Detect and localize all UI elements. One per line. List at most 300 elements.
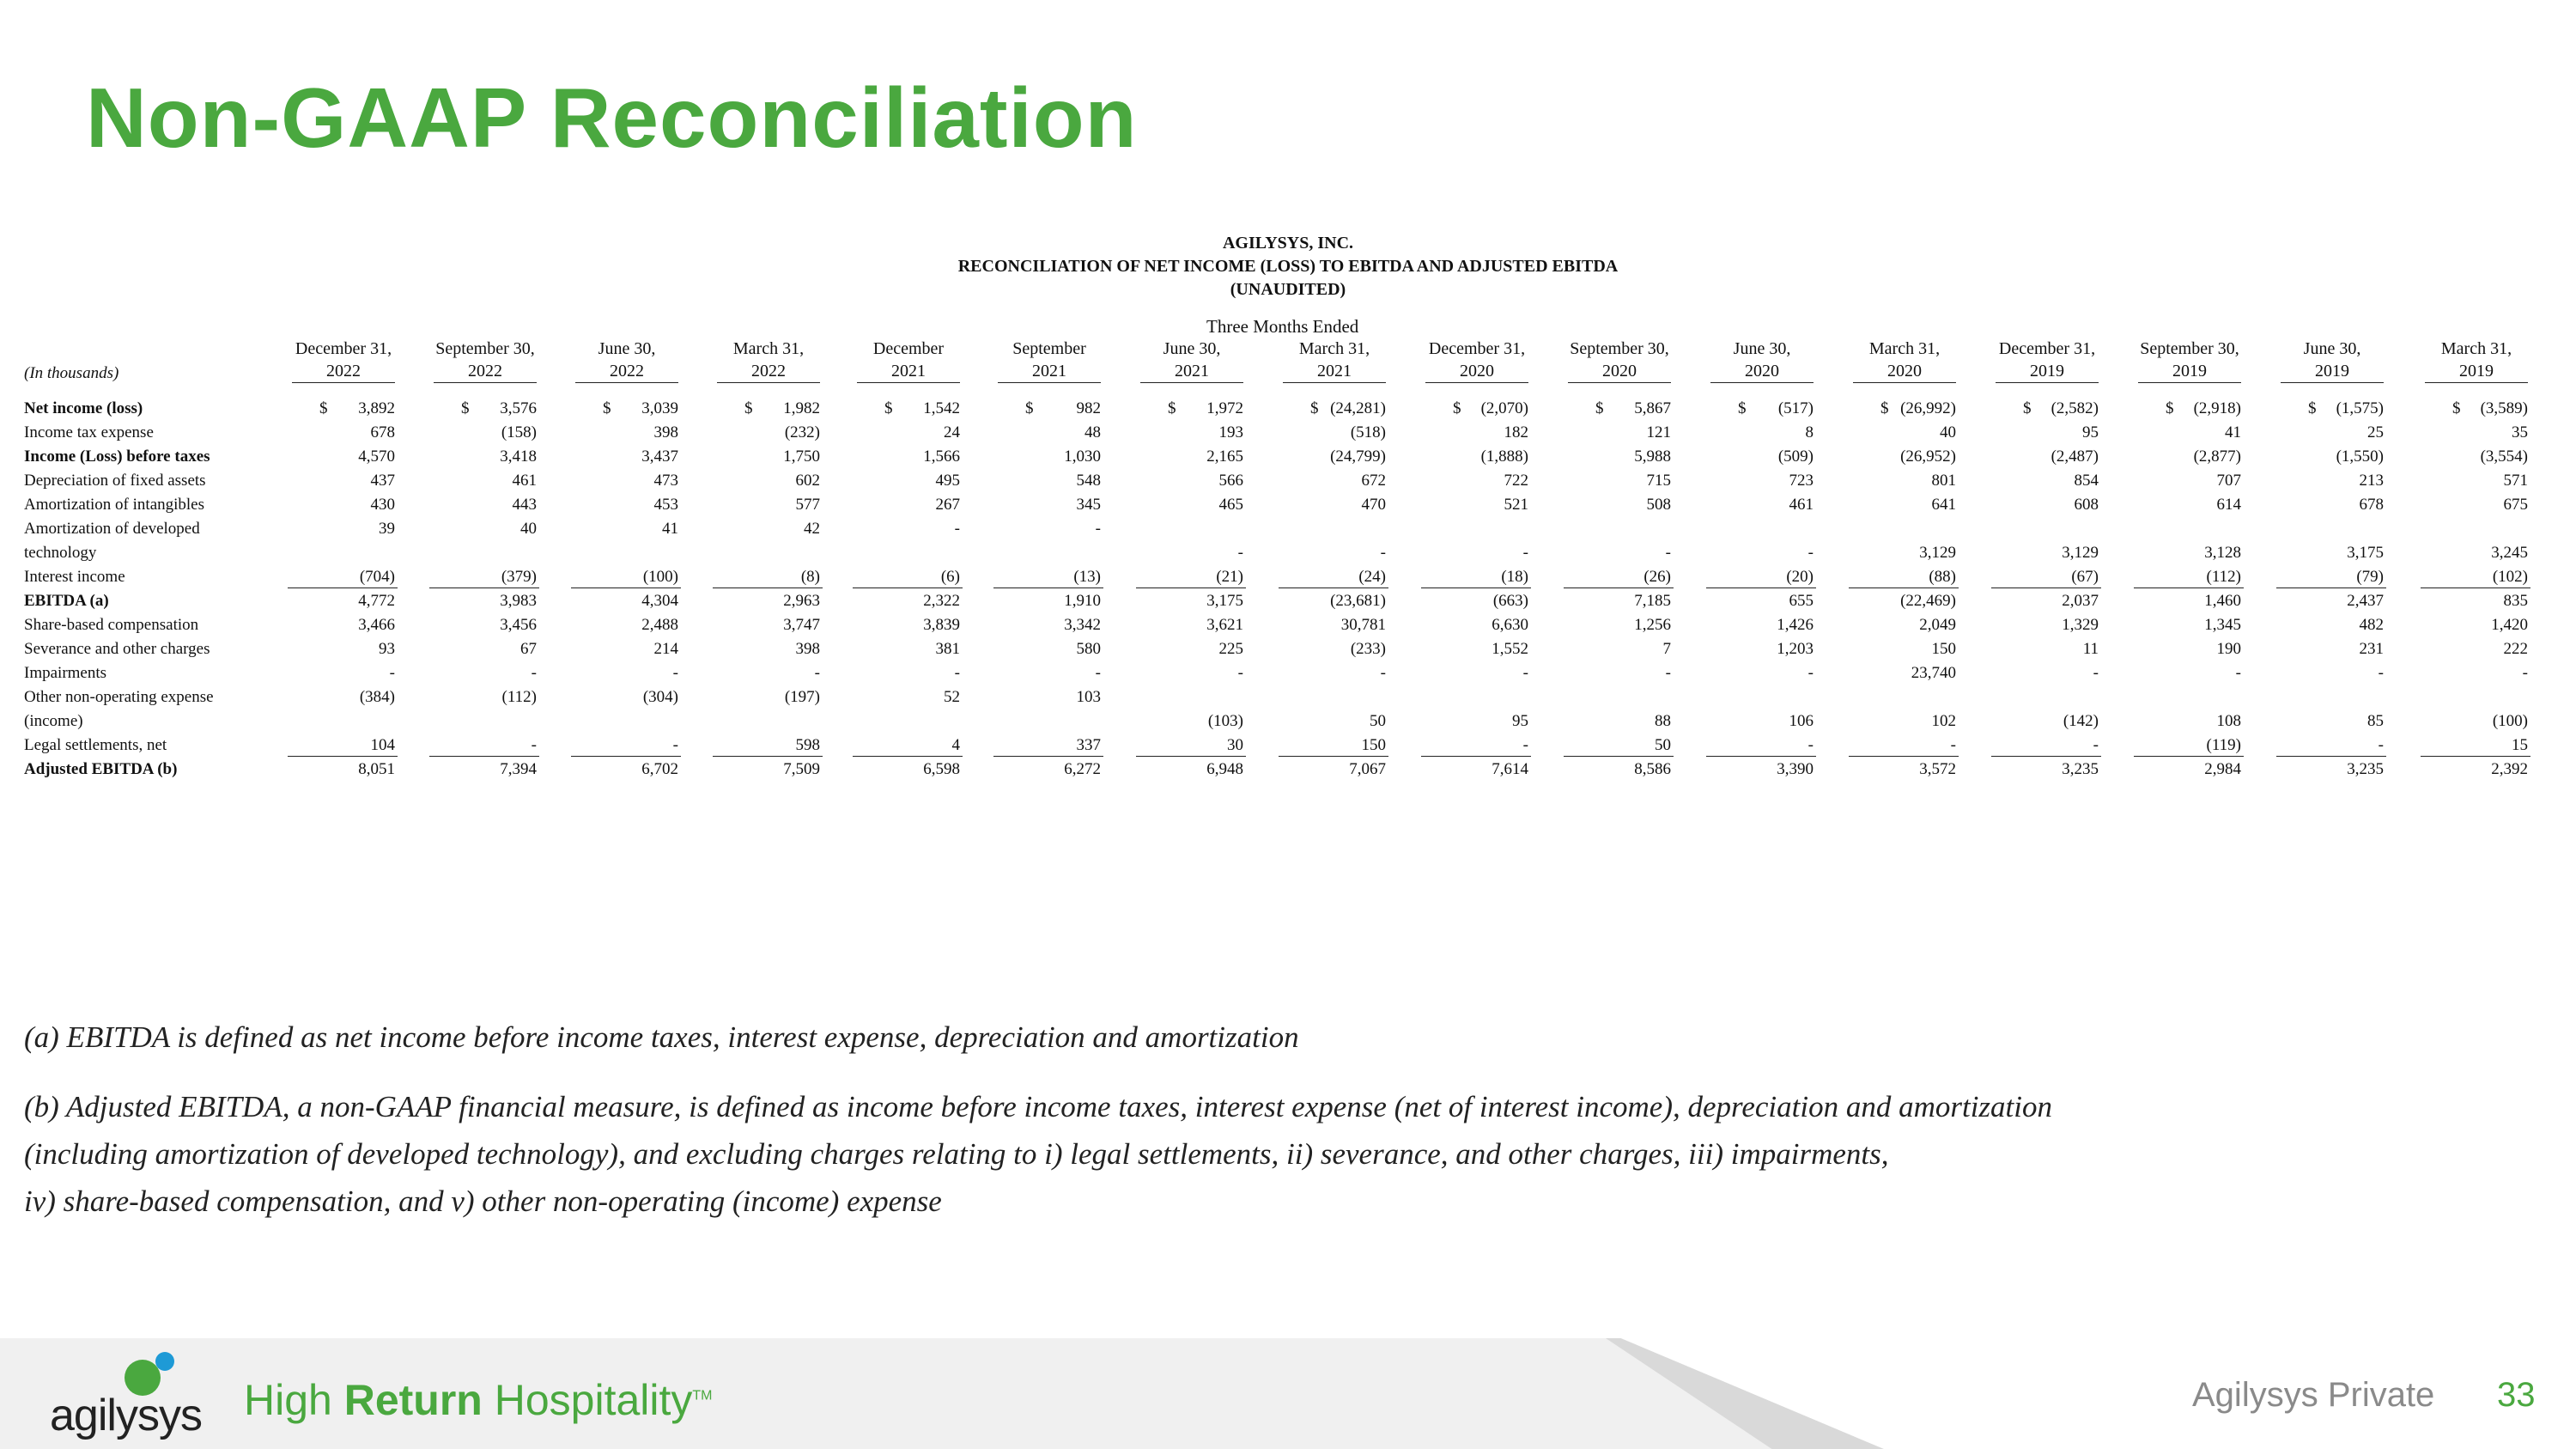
table-cell: 182	[1504, 423, 1528, 441]
table-cell: 7,614	[1492, 760, 1528, 778]
table-cell: (1,888)	[1480, 447, 1528, 466]
unaudited-label: (UNAUDITED)	[1230, 280, 1346, 299]
table-cell: -	[1665, 544, 1671, 562]
table-cell: 508	[1646, 496, 1671, 514]
table-cell: 1,750	[783, 447, 820, 466]
column-header-period: March 31,	[2440, 339, 2512, 358]
table-cell: 982	[1076, 399, 1101, 417]
column-header	[704, 338, 833, 383]
table-cell: 23,740	[1911, 664, 1956, 682]
table-cell: 4	[951, 736, 960, 754]
table-cell: 41	[662, 520, 678, 538]
table-cell: 6,272	[1064, 760, 1101, 778]
table-cell: -	[1807, 736, 1814, 754]
column-header-period: June 30,	[598, 339, 656, 358]
table-cell: 6,630	[1492, 616, 1528, 634]
table-cell: (663)	[1492, 592, 1528, 610]
table-cell: 3,839	[923, 616, 960, 634]
table-cell: (1,575)	[2336, 399, 2384, 417]
table-cell: 3,418	[500, 447, 537, 466]
currency-symbol: $	[884, 399, 893, 417]
table-cell: 1,345	[2204, 616, 2241, 634]
currency-symbol: $	[2023, 399, 2032, 417]
table-cell: (384)	[359, 688, 395, 706]
row-label: Income tax expense	[24, 423, 154, 441]
table-cell: 521	[1504, 496, 1528, 514]
table-cell: 3,235	[2347, 760, 2384, 778]
table-cell: 2,984	[2204, 760, 2241, 778]
table-cell: 106	[1789, 712, 1814, 730]
table-cell: 48	[1084, 423, 1101, 441]
table-cell: 1,426	[1777, 616, 1814, 634]
column-header-year: 2021	[1140, 360, 1243, 383]
company-name: AGILYSYS, INC.	[1222, 234, 1354, 253]
subtotal-rule	[1279, 756, 1388, 757]
row-label: Share-based compensation	[24, 616, 199, 634]
table-cell: 722	[1504, 472, 1528, 490]
currency-symbol: $	[1168, 399, 1176, 417]
table-cell: 3,129	[2062, 544, 2099, 562]
table-cell: 835	[2503, 592, 2528, 610]
table-cell: 3,039	[641, 399, 678, 417]
column-header-year: 2019	[2281, 360, 2384, 383]
table-cell: (2,487)	[2050, 447, 2099, 466]
table-cell: (88)	[1929, 568, 1956, 586]
table-cell: (158)	[501, 423, 537, 441]
column-header-year: 2022	[575, 360, 678, 383]
row-label: Amortization of intangibles	[24, 496, 205, 514]
table-cell: (2,070)	[1480, 399, 1528, 417]
table-cell: (67)	[2071, 568, 2099, 586]
table-cell: (142)	[2063, 712, 2099, 730]
column-header	[1270, 338, 1399, 383]
table-cell: 214	[653, 640, 678, 658]
table-cell: 1,420	[2491, 616, 2528, 634]
column-header-year: 2019	[1996, 360, 2099, 383]
table-cell: 1,542	[923, 399, 960, 417]
column-header	[1413, 338, 1541, 383]
column-header-period: June 30,	[1733, 339, 1791, 358]
table-cell: 3,245	[2491, 544, 2528, 562]
row-label: Amortization of developed	[24, 520, 200, 538]
table-cell: -	[1237, 544, 1243, 562]
table-cell: 3,892	[358, 399, 395, 417]
table-cell: 577	[795, 496, 820, 514]
table-cell: 95	[2082, 423, 2099, 441]
subtotal-rule	[2134, 756, 2244, 757]
table-cell: 345	[1076, 496, 1101, 514]
table-cell: 6,702	[641, 760, 678, 778]
table-cell: 5,867	[1634, 399, 1671, 417]
column-header	[985, 338, 1114, 383]
currency-symbol: $	[744, 399, 753, 417]
table-cell: 3,175	[1206, 592, 1243, 610]
table-cell: 608	[2074, 496, 2099, 514]
subtotal-rule	[2421, 756, 2530, 757]
subtotal-rule	[993, 756, 1103, 757]
footnote-a: (a) EBITDA is defined as net income before income taxes, interest expense, depreciation and amortization	[24, 1020, 1299, 1054]
table-cell: 678	[2359, 496, 2384, 514]
subtotal-rule	[1421, 756, 1531, 757]
table-cell: 495	[935, 472, 960, 490]
column-header-period: December	[872, 339, 945, 358]
column-header-period: September 30,	[435, 339, 535, 358]
table-cell: 598	[795, 736, 820, 754]
footnote-b-line3: iv) share-based compensation, and v) other non-operating (income) expense	[24, 1184, 942, 1218]
table-cell: (1,550)	[2336, 447, 2384, 466]
page-title: Non-GAAP Reconciliation	[86, 70, 1138, 165]
table-cell: 6,948	[1206, 760, 1243, 778]
table-cell: 4,304	[641, 592, 678, 610]
table-cell: (112)	[2206, 568, 2241, 586]
table-cell: 453	[653, 496, 678, 514]
table-cell: 7,185	[1634, 592, 1671, 610]
table-cell: 2,437	[2347, 592, 2384, 610]
table-cell: 3,747	[783, 616, 820, 634]
table-cell: 30,781	[1340, 616, 1386, 634]
table-cell: (233)	[1350, 640, 1386, 658]
table-cell: -	[531, 664, 537, 682]
table-cell: (26,952)	[1900, 447, 1956, 466]
table-cell: 35	[2512, 423, 2528, 441]
column-header-year: 2020	[1568, 360, 1671, 383]
table-cell: (119)	[2206, 736, 2241, 754]
table-cell: 3,175	[2347, 544, 2384, 562]
table-cell: (518)	[1350, 423, 1386, 441]
currency-symbol: $	[1880, 399, 1889, 417]
table-cell: -	[1522, 736, 1528, 754]
table-cell: 2,049	[1919, 616, 1956, 634]
table-cell: 398	[653, 423, 678, 441]
table-cell: 4,772	[358, 592, 395, 610]
table-cell: 190	[2216, 640, 2241, 658]
table-cell: -	[1380, 664, 1386, 682]
currency-symbol: $	[1025, 399, 1034, 417]
row-label: Income (Loss) before taxes	[24, 447, 210, 466]
column-header	[1840, 338, 1969, 383]
table-cell: 108	[2216, 712, 2241, 730]
subtotal-rule	[571, 756, 681, 757]
table-cell: -	[389, 664, 395, 682]
table-cell: 602	[795, 472, 820, 490]
table-cell: 672	[1361, 472, 1386, 490]
table-cell: -	[1237, 664, 1243, 682]
table-cell: 3,576	[500, 399, 537, 417]
table-cell: 40	[520, 520, 537, 538]
table-cell: -	[1807, 664, 1814, 682]
table-cell: (26,992)	[1900, 399, 1956, 417]
column-header-period: December 31,	[295, 339, 392, 358]
table-cell: (22,469)	[1900, 592, 1956, 610]
table-cell: 715	[1646, 472, 1671, 490]
column-header	[1983, 338, 2111, 383]
table-cell: 102	[1931, 712, 1956, 730]
table-cell: (2,582)	[2050, 399, 2099, 417]
table-cell: 121	[1646, 423, 1671, 441]
column-header-year: 2020	[1425, 360, 1528, 383]
table-cell: -	[954, 664, 960, 682]
table-cell: 437	[370, 472, 395, 490]
table-cell: 7,394	[500, 760, 537, 778]
classification-label: Agilysys Private	[2192, 1376, 2435, 1414]
table-cell: 7,509	[783, 760, 820, 778]
table-cell: 193	[1218, 423, 1243, 441]
table-cell: 2,322	[923, 592, 960, 610]
table-cell: 2,488	[641, 616, 678, 634]
table-cell: (100)	[2492, 712, 2528, 730]
table-cell: 675	[2503, 496, 2528, 514]
table-cell: 3,129	[1919, 544, 1956, 562]
column-header	[1555, 338, 1684, 383]
column-header	[844, 338, 973, 383]
table-cell: 11	[2082, 640, 2099, 658]
table-cell: (23,681)	[1330, 592, 1386, 610]
currency-symbol: $	[1738, 399, 1747, 417]
table-cell: (100)	[642, 568, 678, 586]
table-cell: 1,460	[2204, 592, 2241, 610]
table-cell: (704)	[359, 568, 395, 586]
column-header	[279, 338, 408, 383]
table-cell: 2,963	[783, 592, 820, 610]
column-header-year: 2022	[434, 360, 537, 383]
table-cell: (2,877)	[2193, 447, 2241, 466]
column-header-period: December 31,	[1998, 339, 2096, 358]
table-cell: 430	[370, 496, 395, 514]
table-cell: 1,552	[1492, 640, 1528, 658]
table-cell: 3,342	[1064, 616, 1101, 634]
table-cell: (304)	[642, 688, 678, 706]
currency-symbol: $	[1453, 399, 1461, 417]
row-label: Legal settlements, net	[24, 736, 167, 754]
row-label-continued: technology	[24, 544, 97, 562]
table-cell: -	[1380, 544, 1386, 562]
table-cell: -	[2093, 736, 2099, 754]
table-cell: -	[1095, 664, 1101, 682]
subtotal-rule	[713, 756, 823, 757]
column-header-year: 2019	[2425, 360, 2528, 383]
table-cell: -	[672, 736, 678, 754]
table-cell: 8,586	[1634, 760, 1671, 778]
table-cell: 548	[1076, 472, 1101, 490]
table-cell: 41	[2225, 423, 2241, 441]
table-cell: 1,256	[1634, 616, 1671, 634]
column-header-period: September 30,	[1570, 339, 1669, 358]
column-header	[421, 338, 550, 383]
table-cell: 7	[1662, 640, 1671, 658]
table-cell: 470	[1361, 496, 1386, 514]
table-cell: (517)	[1777, 399, 1814, 417]
table-cell: 1,982	[783, 399, 820, 417]
subtotal-rule	[1849, 756, 1959, 757]
table-cell: 473	[653, 472, 678, 490]
table-cell: 25	[2367, 423, 2384, 441]
table-cell: 1,910	[1064, 592, 1101, 610]
subtotal-rule	[1991, 756, 2101, 757]
column-header	[562, 338, 691, 383]
table-cell: 15	[2512, 736, 2528, 754]
table-cell: -	[531, 736, 537, 754]
table-cell: (13)	[1073, 568, 1101, 586]
table-cell: (24,799)	[1330, 447, 1386, 466]
table-cell: (26)	[1643, 568, 1671, 586]
row-label: Depreciation of fixed assets	[24, 472, 206, 490]
subtotal-rule	[2276, 756, 2386, 757]
table-cell: 2,392	[2491, 760, 2528, 778]
subtotal-rule	[1136, 756, 1246, 757]
table-cell: 641	[1931, 496, 1956, 514]
table-cell: 2,165	[1206, 447, 1243, 466]
table-cell: 1,030	[1064, 447, 1101, 466]
table-cell: -	[2378, 664, 2384, 682]
currency-symbol: $	[461, 399, 470, 417]
column-header	[2412, 338, 2541, 383]
subtotal-rule	[1564, 756, 1674, 757]
table-cell: 3,235	[2062, 760, 2099, 778]
column-header-period: September 30,	[2140, 339, 2239, 358]
table-cell: (509)	[1777, 447, 1814, 466]
column-header-period: June 30,	[2303, 339, 2361, 358]
table-heading: RECONCILIATION OF NET INCOME (LOSS) TO EBITDA AND ADJUSTED EBITDA	[957, 257, 1619, 276]
column-header-period: December 31,	[1428, 339, 1526, 358]
table-cell: 231	[2359, 640, 2384, 658]
footnote-b-line1: (b) Adjusted EBITDA, a non-GAAP financial measure, is defined as income before income taxes, interest expense (net of interest income), depreciation and amortization	[24, 1090, 2053, 1123]
row-label: Severance and other charges	[24, 640, 210, 658]
table-cell: 213	[2359, 472, 2384, 490]
table-cell: 1,203	[1777, 640, 1814, 658]
period-caption: Three Months Ended	[1206, 316, 1359, 337]
table-cell: (102)	[2492, 568, 2528, 586]
table-cell: -	[1807, 544, 1814, 562]
subtotal-rule	[853, 756, 963, 757]
table-cell: 580	[1076, 640, 1101, 658]
table-cell: 461	[512, 472, 537, 490]
table-cell: -	[1522, 664, 1528, 682]
table-cell: 93	[379, 640, 395, 658]
column-header	[1698, 338, 1826, 383]
table-cell: -	[2235, 664, 2241, 682]
table-cell: 3,983	[500, 592, 537, 610]
table-cell: (232)	[784, 423, 820, 441]
table-cell: 225	[1218, 640, 1243, 658]
table-cell: -	[1665, 664, 1671, 682]
table-cell: (18)	[1501, 568, 1528, 586]
column-header-period: March 31,	[732, 339, 805, 358]
table-cell: -	[1950, 736, 1956, 754]
column-header-period: September	[1012, 339, 1086, 358]
table-cell: 3,621	[1206, 616, 1243, 634]
table-cell: (3,554)	[2480, 447, 2528, 466]
column-header	[1127, 338, 1256, 383]
table-cell: 50	[1655, 736, 1671, 754]
column-header-period: June 30,	[1163, 339, 1221, 358]
row-label: Net income (loss)	[24, 399, 143, 417]
table-cell: 707	[2216, 472, 2241, 490]
currency-symbol: $	[1310, 399, 1319, 417]
column-header-year: 2022	[717, 360, 820, 383]
table-cell: 614	[2216, 496, 2241, 514]
table-cell: -	[672, 664, 678, 682]
brand-tagline: High Return Hospitality™	[244, 1376, 713, 1424]
table-cell: (379)	[501, 568, 537, 586]
currency-symbol: $	[603, 399, 611, 417]
table-cell: 5,988	[1634, 447, 1671, 466]
table-cell: -	[814, 664, 820, 682]
table-cell: (24,281)	[1330, 399, 1386, 417]
table-cell: (8)	[800, 568, 820, 586]
column-header-year: 2020	[1710, 360, 1814, 383]
table-cell: 8,051	[358, 760, 395, 778]
table-cell: 85	[2367, 712, 2384, 730]
table-cell: 222	[2503, 640, 2528, 658]
currency-symbol: $	[2308, 399, 2317, 417]
table-cell: (24)	[1358, 568, 1386, 586]
column-header-year: 2021	[857, 360, 960, 383]
table-cell: -	[1095, 520, 1101, 538]
table-cell: (197)	[784, 688, 820, 706]
table-cell: (103)	[1207, 712, 1243, 730]
table-cell: 104	[370, 736, 395, 754]
table-cell: 678	[370, 423, 395, 441]
table-cell: 50	[1370, 712, 1386, 730]
column-header-year: 2020	[1853, 360, 1956, 383]
table-cell: (112)	[501, 688, 537, 706]
table-cell: 337	[1076, 736, 1101, 754]
row-label: Interest income	[24, 568, 125, 586]
page-number: 33	[2497, 1376, 2536, 1414]
column-header-year: 2021	[998, 360, 1101, 383]
subtotal-rule	[429, 756, 539, 757]
table-cell: 103	[1076, 688, 1101, 706]
row-label: Other non-operating expense	[24, 688, 214, 706]
column-header-year: 2022	[292, 360, 395, 383]
currency-symbol: $	[1595, 399, 1604, 417]
table-cell: 40	[1940, 423, 1956, 441]
table-cell: 482	[2359, 616, 2384, 634]
row-label: Adjusted EBITDA (b)	[24, 760, 178, 778]
table-cell: 150	[1361, 736, 1386, 754]
table-cell: 854	[2074, 472, 2099, 490]
table-cell: 8	[1805, 423, 1814, 441]
row-label: EBITDA (a)	[24, 592, 109, 610]
currency-symbol: $	[2452, 399, 2461, 417]
table-cell: 39	[379, 520, 395, 538]
table-cell: 1,972	[1206, 399, 1243, 417]
column-header-year: 2019	[2138, 360, 2241, 383]
table-cell: 723	[1789, 472, 1814, 490]
table-cell: 150	[1931, 640, 1956, 658]
subtotal-rule	[288, 756, 398, 757]
table-cell: 443	[512, 496, 537, 514]
table-cell: (79)	[2356, 568, 2384, 586]
table-cell: 381	[935, 640, 960, 658]
table-cell: (2,918)	[2193, 399, 2241, 417]
column-header-year: 2021	[1283, 360, 1386, 383]
currency-symbol: $	[2166, 399, 2174, 417]
table-cell: 42	[804, 520, 820, 538]
column-header-period: March 31,	[1298, 339, 1370, 358]
table-cell: -	[2378, 736, 2384, 754]
table-cell: 88	[1655, 712, 1671, 730]
table-cell: 461	[1789, 496, 1814, 514]
row-label: Impairments	[24, 664, 107, 682]
table-cell: 3,390	[1777, 760, 1814, 778]
table-cell: 2,037	[2062, 592, 2099, 610]
table-cell: 95	[1512, 712, 1528, 730]
table-cell: (3,589)	[2480, 399, 2528, 417]
table-cell: 801	[1931, 472, 1956, 490]
column-header-period: March 31,	[1868, 339, 1941, 358]
table-cell: -	[2093, 664, 2099, 682]
